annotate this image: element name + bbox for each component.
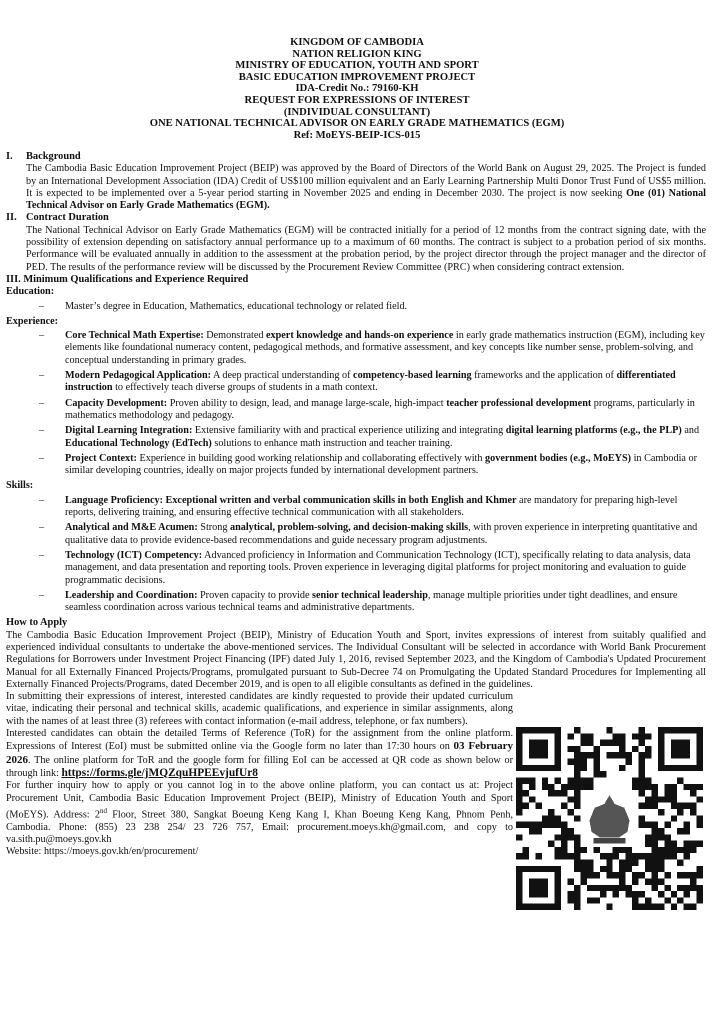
header-line: MINISTRY OF EDUCATION, YOUTH AND SPORT [235,60,479,72]
skills-item [6,550,706,587]
item-bold-text: analytical, problem-solving, and decision-making skills [230,522,469,534]
item-bold-text: teacher professional development [446,397,592,409]
qr-code-with-emblem-icon[interactable] [516,727,703,910]
item-text: Experience in building good working relationship and collaborating effectively with [136,452,486,464]
section-heading-apply: How to Apply [6,617,68,629]
dash-bullet: – [39,452,45,464]
section-heading-background [6,151,706,163]
section-heading-contract [6,212,706,224]
item-text: in Cambodia or similar developing countries, ideally on major projects funded by international development partners. [65,452,697,477]
background-bold: One (01) National Technical Advisor on Early Grade Mathematics (EGM). [26,187,706,212]
item-text: and [681,425,700,437]
item-text: are mandatory for preparing high-level reports, delivering training, and ensuring effective technical communication with all stakeholders. [65,494,678,519]
section-heading-qualifications: III. Minimum Qualifications and Experience Required [6,273,249,285]
item-bold-text: Capacity Development: [65,397,168,409]
experience-item [6,453,706,478]
dash-bullet: – [39,397,45,409]
experience-item [6,370,706,395]
item-text: Demonstrated [203,330,266,342]
item-bold-text: differentiated instruction [65,370,676,394]
skills-label: Skills: [6,480,34,492]
item-text: , manage multiple priorities under tight deadlines, and ensure seamless coordination across various technical teams and administrative departments. [65,589,678,614]
section-title: Contract Duration [26,212,109,224]
experience-item [6,425,706,450]
dash-bullet: – [39,370,45,382]
section-title: Background [26,151,81,162]
apply-text: . The online platform for ToR and the google form for filling EoI can be accessed at QR code as shown below or through link: [6,754,513,779]
item-text: programs, particularly in mathematics methodology and pedagogy. [65,397,695,421]
apply-text: Interested candidates can obtain the detailed Terms of Reference (ToR) for the assignment from the online platform. Expressions of Interest (EoI) must be submitted online via the Google form no later than 17:30 hours on [6,728,513,753]
apply-paragraph-1: The Cambodia Basic Education Improvement Project (BEIP), Ministry of Education Youth and Sport, invites expressions of interest from suitably qualified and experienced individual consultants to undertake the above-mentioned services. The Individual Consultant will be selected in accordance with World Bank Procurement Regulations for Borrowers under Investment Project Financing (IPF) dated July 1, 2016, revised September 2023, and the Kingdom of Cambodia's Updated Procurement Manual for all Externally Financed Projects/Programs, promulgated pursuant to Sub-Decree 74 on Promulgating the Updated Standard Procedures for Implementing all Externally Financed Projects/Programs, dated December 2019, and is open to all eligible consultants as defined in the guidelines. [6,629,706,690]
item-text: Extensive familiarity with and practical experience utilizing and integrating [192,425,506,437]
skills-item [6,495,706,520]
item-bold-text: Leadership and Coordination: [65,589,198,601]
item-bold-text: Technology (ICT) Competency: [65,549,203,561]
item-text: solutions to enhance math instruction and teacher training. [211,437,453,449]
item-bold-text: Digital Learning Integration: [65,425,193,437]
item-text: to effectively teach diverse groups of students in a math context. [112,382,378,394]
header-line: Ref: MoEYS-BEIP-ICS-015 [293,129,421,141]
education-label: Education: [6,286,55,298]
header-line: REQUEST FOR EXPRESSIONS OF INTEREST [244,94,470,106]
skills-item [6,522,706,547]
item-bold-text: Core Technical Math Expertise: [65,330,204,342]
apply-text: For further inquiry how to apply or you cannot log in to the above online platform, you can contact us at: Project Procurement Unit, Cambodia Basic Education Improvement Project (BEIP), Ministry of Education Youth and Sport (MoEYS). Address: 2 [6,780,513,821]
experience-list [6,330,706,477]
item-text: frameworks and the application of [471,370,617,382]
header-line: IDA-Credit No.: 79160-KH [295,83,419,95]
dash-bullet: – [39,425,45,437]
skills-item [6,590,706,615]
experience-item [6,330,706,367]
item-text: Strong [197,522,230,534]
item-text: Proven ability to design, lead, and manage large-scale, high-impact [167,397,447,409]
item-text: , with proven experience in interpreting quantitative and qualitative data to provide evidence-based recommendations and guide necessary program adjustments. [65,522,698,546]
item-text: Proven capacity to provide [197,589,313,601]
item-bold-text: Analytical and M&E Acumen: [65,522,198,534]
header-line: ONE NATIONAL TECHNICAL ADVISOR ON EARLY GRADE MATHEMATICS (EGM) [149,118,565,130]
item-bold-text: Language Proficiency: Exceptional written and verbal communication skills in both English and Khmer [65,494,517,506]
item-bold-text: competency-based learning [353,370,472,382]
deadline: 03 February 2026 [6,740,513,766]
item-bold-text: government bodies (e.g., MoEYS) [485,452,632,464]
item-text: A deep practical understanding of [211,370,354,382]
dash-bullet: – [39,300,45,312]
dash-bullet: – [39,330,45,342]
document-header [0,37,714,141]
apply-paragraph-3 [6,728,513,780]
dash-bullet: – [39,522,45,534]
header-line: (INDIVIDUAL CONSULTANT) [283,106,431,118]
background-text: The Cambodia Basic Education Improvement Project (BEIP) was approved by the Board of Directors of the World Bank on August 29, 2025. The Project is funded by an International Development Association (IDA) Credit of US$100 million equivalent and an Early Learning Partnership Multi Donor Trust Fund of US$5 million. It is expected to be implemented over a 5-year period starting in November 2025 and ending in December 2030. The project is now seeking [26,163,706,199]
education-item [6,301,706,313]
item-bold-text: Modern Pedagogical Application: [65,370,212,382]
section-number: II. [6,212,17,224]
header-line: BASIC EDUCATION IMPROVEMENT PROJECT [238,71,476,83]
header-line: KINGDOM OF CAMBODIA [290,37,424,48]
google-form-link[interactable]: https://forms.gle/jMQZquHPEEvjufUr8 [61,766,258,779]
dash-bullet: – [39,549,45,561]
contract-paragraph: The National Technical Advisor on Early Grade Mathematics (EGM) will be contracted initially for a period of 12 months from the contract signing date, with the possibility of extension depending on satisfactory annual performance up to a maximum of 60 months. The contract is subject to a probation period of six months. Performance will be evaluated annually in addition to the assessment at the probation period, by the project director through the project manager and the director of PED. The results of the performance review will be discussed by the Procurement Review Committee (PRC) when considering contract extension. [26,224,706,273]
background-paragraph [26,163,706,212]
section-number: I. [6,151,13,162]
item-text: in early grade mathematics instruction (EGM), including key elements like foundational numeracy content, pedagogical methods, and formative assessment, and key concepts like number sense, problem-solving, and conceptual understanding in primary grades. [65,330,705,366]
apply-paragraph-4 [6,780,513,846]
experience-item [6,398,706,423]
item-text: Master’s degree in Education, Mathematics, educational technology or related field. [65,300,408,312]
item-bold-text: digital learning platforms (e.g., the PLP) [505,425,682,437]
dash-bullet: – [39,589,45,601]
item-bold-text: Educational Technology (EdTech) [65,437,212,449]
skills-list [6,495,706,615]
ordinal-suffix: nd [99,806,107,815]
experience-label: Experience: [6,315,59,327]
education-list [6,301,706,313]
item-bold-text: senior technical leadership [312,589,428,601]
item-text: Advanced proficiency in Information and Communication Technology (ICT), specifically relating to data analysis, data management, and data presentation and reporting tools. Proven experience in leveraging digital platforms for project monitoring and evaluation to guide programmatic decisions. [65,549,691,586]
dash-bullet: – [39,494,45,506]
header-line: NATION RELIGION KING [292,48,422,60]
item-bold-text: expert knowledge and hands-on experience [266,330,454,342]
apply-text: Floor, Street 380, Sangkat Boeung Keng Kang I, Khan Boeung Keng Kang, Phnom Penh, Cambodia. Phone: (855) 23 238 254/ 23 726 757, Email: procurement.moeys.kh@gmail.com, and copy to va.sith.pu@moeys.gov.kh [6,809,513,845]
website-line[interactable]: Website: https://moeys.gov.kh/en/procurement/ [6,846,199,858]
item-bold-text: Project Context: [65,452,137,464]
apply-paragraph-2: In submitting their expressions of interest, interested candidates are kindly requested to provide their updated curriculum vitae, indicating their personal and technical skills, academic qualifications, and experience in similar assignments, along with the names of at least three (3) referees with contact information (e-mail address, telephone, or fax numbers). [6,691,513,727]
